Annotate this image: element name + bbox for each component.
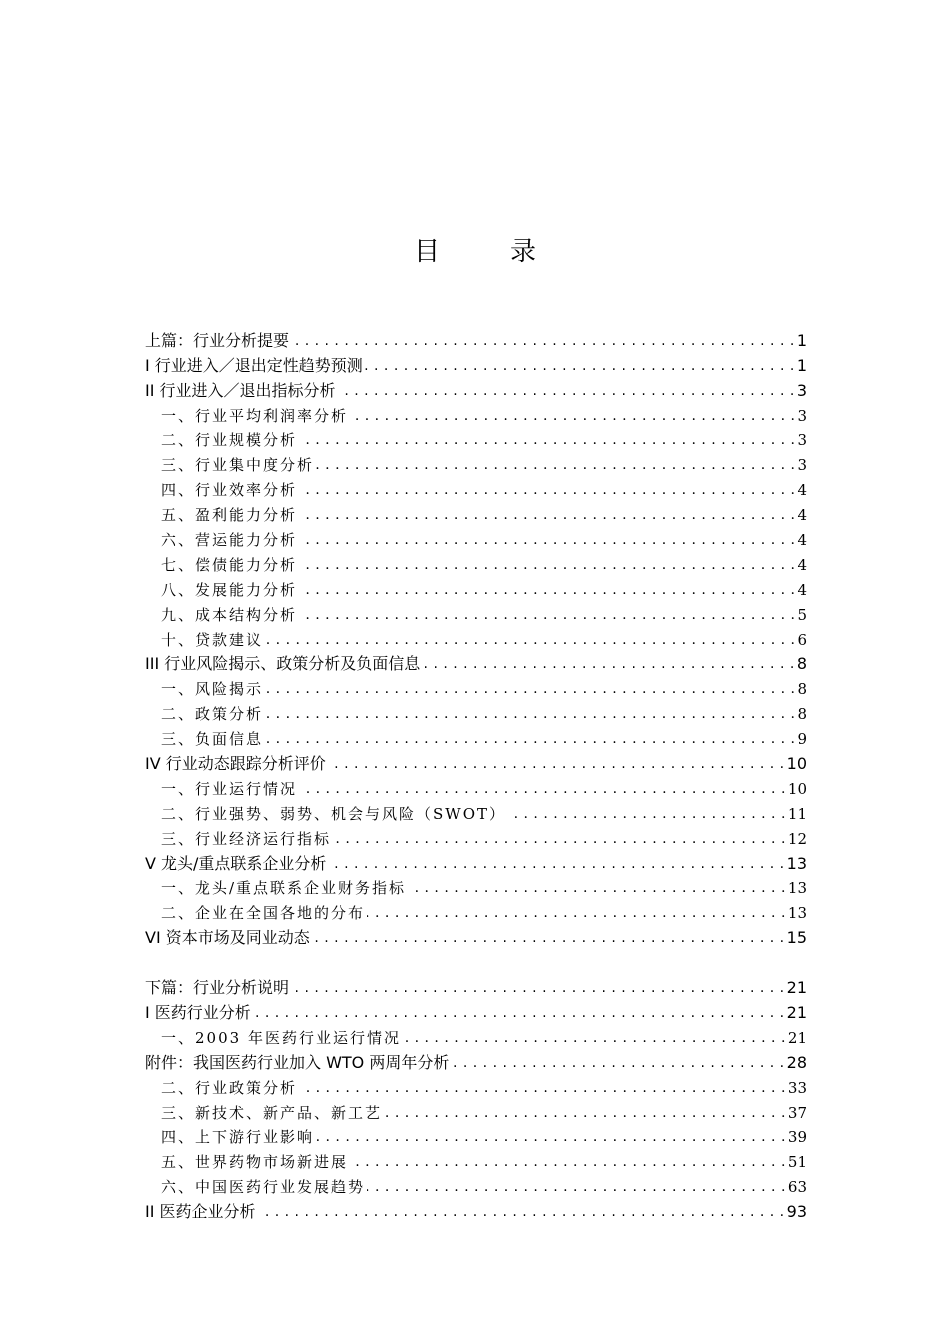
toc-dot-leader — [408, 876, 786, 900]
toc-entry[interactable] — [145, 477, 807, 502]
toc-entry[interactable] — [145, 577, 807, 602]
toc-entry-label: 四、行业效率分析 — [161, 481, 298, 500]
toc-entry-page-number: 8 — [797, 680, 807, 699]
toc-dot-leader — [299, 553, 795, 577]
toc-entry-label: 七、偿债能力分析 — [161, 555, 298, 574]
toc-dot-leader — [312, 926, 785, 950]
toc-entry[interactable] — [145, 502, 807, 527]
toc-entry-page-number: 13 — [787, 879, 807, 898]
toc-entry-label: II 医药企业分析 — [145, 1202, 256, 1222]
toc-entry[interactable] — [145, 1100, 807, 1125]
toc-entry-label: 二、企业在全国各地的分布 — [161, 904, 366, 923]
toc-entry-label: 一、行业平均利润率分析 — [161, 406, 349, 425]
toc-dot-leader — [299, 528, 795, 552]
toc-entry-page-number: 28 — [786, 1052, 807, 1072]
toc-entry[interactable] — [145, 1025, 807, 1050]
toc-entry-label: 一、风险揭示 — [161, 680, 264, 699]
toc-entry-label: 四、上下游行业影响 — [161, 1128, 315, 1147]
toc-entry-label: 六、营运能力分析 — [161, 531, 298, 550]
toc-dot-leader — [367, 1175, 786, 1199]
toc-entry[interactable] — [145, 602, 807, 627]
toc-entry-label: 十、贷款建议 — [161, 630, 264, 649]
toc-entry[interactable] — [145, 552, 807, 577]
toc-dot-leader — [365, 354, 795, 378]
toc-dot-leader — [291, 329, 795, 353]
toc-entry-page-number: 13 — [787, 904, 807, 923]
toc-entry-label: 三、负面信息 — [161, 730, 264, 749]
toc-entry-page-number: 3 — [797, 406, 807, 425]
toc-entry-label: 下篇：行业分析说明 — [145, 978, 290, 998]
toc-entry-page-number: 21 — [787, 1028, 807, 1047]
toc-entry[interactable] — [145, 1149, 807, 1174]
toc-entry-page-number: 10 — [786, 754, 807, 774]
toc-dot-leader — [265, 727, 795, 751]
toc-entry-page-number: 3 — [797, 431, 807, 450]
toc-entry[interactable] — [145, 876, 807, 901]
toc-entry[interactable] — [145, 925, 807, 950]
toc-dot-leader — [299, 478, 795, 502]
toc-entry-page-number: 37 — [787, 1103, 807, 1122]
toc-dot-leader — [265, 702, 795, 726]
toc-entry[interactable] — [145, 701, 807, 726]
toc-dot-leader — [338, 379, 795, 403]
toc-dot-leader — [258, 1200, 785, 1224]
toc-entry-label: 附件：我国医药行业加入 WTO 两周年分析 — [145, 1052, 450, 1072]
toc-entry-page-number: 21 — [786, 1002, 807, 1022]
toc-dot-leader — [350, 1150, 786, 1174]
toc-dot-leader — [350, 404, 795, 428]
toc-entry[interactable] — [145, 851, 807, 876]
toc-entry-page-number: 11 — [787, 804, 807, 823]
toc-entry-page-number: 33 — [787, 1078, 807, 1097]
toc-entry[interactable] — [145, 328, 807, 353]
toc-dot-leader — [316, 1125, 786, 1149]
page-title: 目 录 — [413, 237, 558, 267]
toc-dot-leader — [299, 777, 786, 801]
toc-entry[interactable] — [145, 1174, 807, 1199]
toc-dot-leader — [253, 1001, 785, 1025]
toc-entry-label: 一、龙头/重点联系企业财务指标 — [161, 879, 407, 898]
toc-entry[interactable] — [145, 826, 807, 851]
toc-entry[interactable] — [145, 726, 807, 751]
toc-entry-label: 上篇：行业分析提要 — [145, 330, 290, 350]
toc-dot-leader — [328, 852, 784, 876]
toc-entry-label: III 行业风险揭示、政策分析及负面信息 — [145, 654, 421, 674]
toc-entry[interactable] — [145, 527, 807, 552]
toc-entry[interactable] — [145, 776, 807, 801]
toc-entry-label: 二、行业强势、弱势、机会与风险（SWOT） — [161, 804, 506, 823]
toc-entry[interactable] — [145, 975, 807, 1000]
toc-entry[interactable] — [145, 1075, 807, 1100]
toc-entry[interactable] — [145, 403, 807, 428]
toc-entry-label: I 医药行业分析 — [145, 1002, 251, 1022]
toc-entry-label: 二、行业政策分析 — [161, 1078, 298, 1097]
toc-entry-label: 九、成本结构分析 — [161, 605, 298, 624]
toc-entry-page-number: 3 — [797, 456, 807, 475]
toc-dot-leader — [291, 976, 785, 1000]
toc-dot-leader — [403, 1026, 786, 1050]
toc-entry[interactable] — [145, 1125, 807, 1150]
toc-entry[interactable] — [145, 801, 807, 826]
toc-entry[interactable] — [145, 452, 807, 477]
toc-entry-page-number: 8 — [796, 654, 807, 674]
toc-entry-label: 二、行业规模分析 — [161, 431, 298, 450]
toc-dot-leader — [265, 628, 795, 652]
toc-entry-page-number: 10 — [787, 779, 807, 798]
toc-entry-label: 六、中国医药行业发展趋势 — [161, 1178, 366, 1197]
toc-entry-page-number: 1 — [796, 330, 807, 350]
toc-entry[interactable] — [145, 900, 807, 925]
toc-entry-label: 一、2003 年医药行业运行情况 — [161, 1028, 401, 1047]
toc-entry-page-number: 8 — [797, 705, 807, 724]
toc-entry-page-number: 12 — [787, 829, 807, 848]
toc-entry-page-number: 9 — [797, 730, 807, 749]
toc-dot-leader — [265, 677, 795, 701]
toc-entry-label: 五、世界药物市场新进展 — [161, 1153, 349, 1172]
toc-spacer — [145, 950, 807, 975]
toc-entry-page-number: 4 — [797, 531, 807, 550]
toc-entry-page-number: 13 — [786, 853, 807, 873]
toc-entry[interactable] — [145, 676, 807, 701]
toc-entry-label: 一、行业运行情况 — [161, 779, 298, 798]
toc-entry-page-number: 6 — [797, 630, 807, 649]
toc-entry-page-number: 4 — [797, 555, 807, 574]
toc-entry-label: 五、盈利能力分析 — [161, 506, 298, 525]
toc-entry-page-number: 63 — [787, 1178, 807, 1197]
toc-dot-leader — [328, 752, 785, 776]
toc-entry-page-number: 93 — [786, 1202, 807, 1222]
toc-entry-label: V 龙头/重点联系企业分析 — [145, 853, 327, 873]
table-of-contents — [145, 328, 807, 1224]
toc-entry[interactable] — [145, 652, 807, 677]
toc-entry-label: 八、发展能力分析 — [161, 580, 298, 599]
toc-entry[interactable] — [145, 428, 807, 453]
toc-entry[interactable] — [145, 378, 807, 403]
toc-entry[interactable] — [145, 353, 807, 378]
toc-entry-page-number: 1 — [796, 355, 807, 375]
toc-dot-leader — [384, 1101, 786, 1125]
toc-entry-page-number: 5 — [797, 605, 807, 624]
toc-entry-page-number: 21 — [786, 978, 807, 998]
toc-entry[interactable] — [145, 1199, 807, 1224]
toc-entry-label: 二、政策分析 — [161, 705, 264, 724]
toc-entry-page-number: 4 — [797, 506, 807, 525]
toc-dot-leader — [367, 901, 786, 925]
toc-dot-leader — [299, 503, 795, 527]
toc-dot-leader — [422, 652, 795, 676]
toc-dot-leader — [333, 827, 786, 851]
toc-entry-label: I 行业进入／退出定性趋势预测 — [145, 355, 363, 375]
toc-entry-label: II 行业进入／退出指标分析 — [145, 380, 336, 400]
toc-entry-label: VI 资本市场及同业动态 — [145, 928, 310, 948]
toc-dot-leader — [299, 428, 795, 452]
toc-dot-leader — [299, 603, 795, 627]
toc-entry-label: 三、行业集中度分析 — [161, 456, 315, 475]
toc-entry[interactable] — [145, 1050, 807, 1075]
toc-entry-page-number: 4 — [797, 481, 807, 500]
toc-dot-leader — [451, 1051, 784, 1075]
toc-dot-leader — [316, 453, 795, 477]
toc-entry-page-number: 4 — [797, 580, 807, 599]
toc-dot-leader — [299, 578, 795, 602]
toc-entry-label: 三、新技术、新产品、新工艺 — [161, 1103, 383, 1122]
toc-entry[interactable] — [145, 1000, 807, 1025]
toc-entry[interactable] — [145, 627, 807, 652]
toc-entry-label: IV 行业动态跟踪分析评价 — [145, 754, 326, 774]
toc-entry-page-number: 15 — [786, 928, 807, 948]
toc-entry[interactable] — [145, 751, 807, 776]
toc-entry-page-number: 39 — [787, 1128, 807, 1147]
toc-dot-leader — [508, 802, 786, 826]
toc-dot-leader — [299, 1076, 786, 1100]
toc-entry-label: 三、行业经济运行指标 — [161, 829, 332, 848]
toc-entry-page-number: 3 — [796, 380, 807, 400]
toc-entry-page-number: 51 — [787, 1153, 807, 1172]
